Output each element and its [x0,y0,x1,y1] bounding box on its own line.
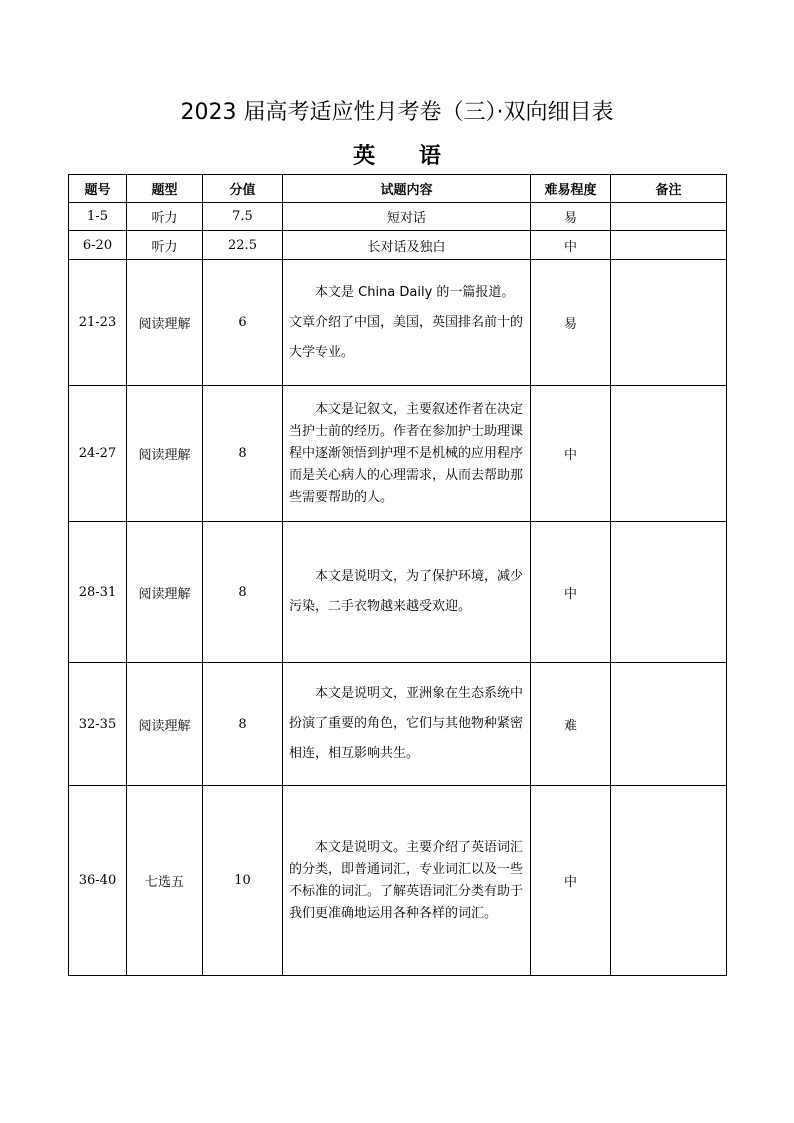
table-row [69,231,727,260]
header-difficulty: 难易程度 [531,175,611,203]
content-cell: 长对话及独白 [283,231,531,260]
content-text: 本文是 China Daily 的一篇报道。文章介绍了中国，美国，英国排名前十的大学专业。 [289,284,524,360]
score-cell: 22.5 [203,231,283,260]
note-cell [611,663,727,786]
score-cell: 8 [203,386,283,522]
score-cell: 10 [203,786,283,976]
score-cell: 8 [203,663,283,786]
difficulty-cell: 中 [531,522,611,663]
header-score: 分值 [203,175,283,203]
table-row [69,203,727,231]
table-row [69,386,727,522]
question-type-cell: 阅读理解 [127,260,203,386]
question-type-cell: 听力 [127,231,203,260]
question-no-cell: 36-40 [69,786,127,976]
difficulty-cell: 易 [531,203,611,231]
question-type-cell: 阅读理解 [127,386,203,522]
note-cell [611,260,727,386]
difficulty-cell: 难 [531,663,611,786]
note-cell [611,386,727,522]
content-cell [283,522,531,663]
difficulty-cell: 中 [531,786,611,976]
table-row [69,522,727,663]
content-cell: 短对话 [283,203,531,231]
question-no-cell: 6-20 [69,231,127,260]
specification-table [68,174,727,976]
note-cell [611,203,727,231]
note-cell [611,786,727,976]
header-content: 试题内容 [283,175,531,203]
question-type-cell: 阅读理解 [127,663,203,786]
header-question-no: 题号 [69,175,127,203]
content-text: 本文是说明文，亚洲象在生态系统中扮演了重要的角色，它们与其他物种紧密相连，相互影响共生。 [289,686,524,761]
question-type-cell: 听力 [127,203,203,231]
note-cell [611,522,727,663]
table-row [69,260,727,386]
header-note: 备注 [611,175,727,203]
difficulty-cell: 中 [531,386,611,522]
score-cell: 7.5 [203,203,283,231]
content-cell [283,786,531,976]
content-text: 本文是说明文。主要介绍了英语词汇的分类，即普通词汇，专业词汇以及一些不标准的词汇。了解英语词汇分类有助于我们更准确地运用各种各样的词汇。 [289,839,524,921]
subject-title: 英 语 [353,144,459,169]
content-text: 本文是记叙文，主要叙述作者在决定当护士前的经历。作者在参加护士助理课程中逐渐领悟到护理不是机械的应用程序而是关心病人的心理需求，从而去帮助那些需要帮助的人。 [289,401,524,505]
difficulty-cell: 易 [531,260,611,386]
question-no-cell: 28-31 [69,522,127,663]
question-type-cell: 七选五 [127,786,203,976]
content-cell [283,260,531,386]
table-row [69,663,727,786]
table-row [69,786,727,976]
header-row [69,175,727,203]
document-title: 2023 届高考适应性月考卷（三）·双向细目表 [180,100,614,125]
score-cell: 8 [203,522,283,663]
header-question-type: 题型 [127,175,203,203]
note-cell [611,231,727,260]
question-no-cell: 1-5 [69,203,127,231]
question-no-cell: 32-35 [69,663,127,786]
question-no-cell: 21-23 [69,260,127,386]
question-type-cell: 阅读理解 [127,522,203,663]
content-text: 本文是说明文，为了保护环境，减少污染，二手衣物越来越受欢迎。 [289,569,524,614]
question-no-cell: 24-27 [69,386,127,522]
content-cell [283,663,531,786]
content-cell [283,386,531,522]
difficulty-cell: 中 [531,231,611,260]
score-cell: 6 [203,260,283,386]
